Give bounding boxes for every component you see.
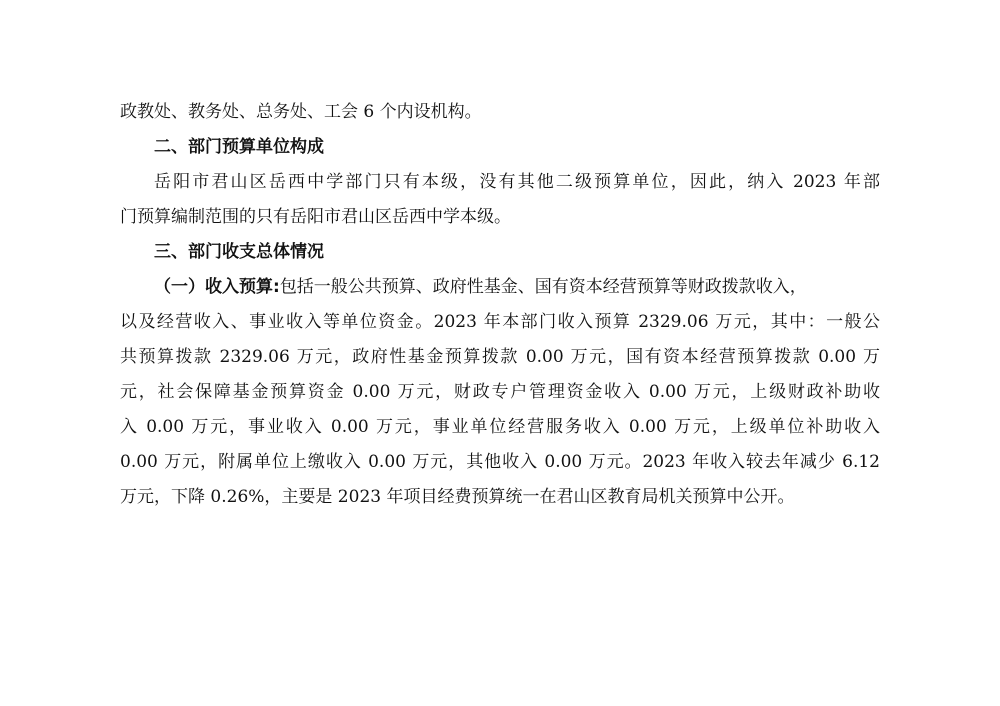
income-budget-label: （一）收入预算: <box>154 277 280 297</box>
paragraph-line: 入 0.00 万元，事业收入 0.00 万元，事业单位经营服务收入 0.00 万元，上级单位补助收入 <box>120 417 880 437</box>
paragraph-line: 0.00 万元，附属单位上缴收入 0.00 万元，其他收入 0.00 万元。2023 年收入较去年减少 6.12 <box>120 452 880 472</box>
paragraph-line: 元，社会保障基金预算资金 0.00 万元，财政专户管理资金收入 0.00 万元，上级财政补助收 <box>120 382 880 402</box>
document-body <box>120 95 880 515</box>
paragraph-line: 岳阳市君山区岳西中学部门只有本级，没有其他二级预算单位，因此，纳入 2023 年部 <box>154 172 880 192</box>
income-budget-text: 包括一般公共预算、政府性基金、国有资本经营预算等财政拨款收入， <box>279 277 807 297</box>
income-budget-line <box>120 270 880 305</box>
paragraph-line: 门预算编制范围的只有岳阳市君山区岳西中学本级。 <box>120 207 511 227</box>
paragraph-line: 万元，下降 0.26%，主要是 2023 年项目经费预算统一在君山区教育局机关预算中公开。 <box>120 487 795 507</box>
paragraph-line: 以及经营收入、事业收入等单位资金。2023 年本部门收入预算 2329.06 万元，其中：一般公 <box>120 312 880 332</box>
section-heading-unit-composition: 二、部门预算单位构成 <box>154 137 324 157</box>
paragraph-line: 政教处、教务处、总务处、工会 6 个内设机构。 <box>120 102 482 122</box>
paragraph-line: 共预算拨款 2329.06 万元，政府性基金预算拨款 0.00 万元，国有资本经营预算拨款 0.00 万 <box>120 347 880 367</box>
section-heading-overall-income-expense: 三、部门收支总体情况 <box>154 242 324 262</box>
